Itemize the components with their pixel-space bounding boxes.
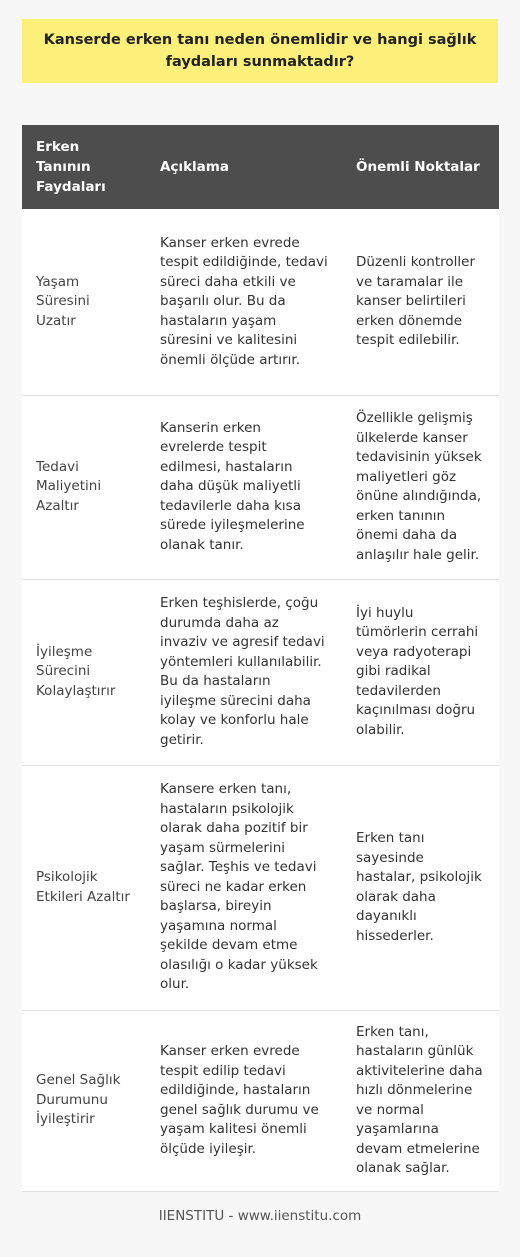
key-points-cell: Erken tanı sayesinde hastalar, psikolojik olarak daha dayanıklı hissederler. (342, 765, 499, 1010)
table-row (22, 765, 499, 1010)
key-points-cell: Düzenli kontroller ve taramalar ile kanser belirtileri erken dönemde tespit edilebilir. (342, 209, 499, 395)
description-cell: Kanser erken evrede tespit edilip tedavi edildiğinde, hastaların genel sağlık durumu ve yaşam kalitesi önemli ölçüde iyileşir. (146, 1010, 342, 1191)
description-cell: Kanser erken evrede tespit edildiğinde, tedavi süreci daha etkili ve başarılı olur. Bu da hastaların yaşam süresini ve kalitesini önemli ölçüde artırır. (146, 209, 342, 395)
benefit-cell: Tedavi Maliyetini Azaltır (22, 395, 146, 579)
benefit-cell: İyileşme Sürecini Kolaylaştırır (22, 579, 146, 765)
title-banner (22, 19, 498, 83)
benefit-cell: Yaşam Süresini Uzatır (22, 209, 146, 395)
benefits-table (22, 125, 499, 1192)
key-points-cell: Erken tanı, hastaların günlük aktivitelerine daha hızlı dönmelerine ve normal yaşamlarına devam etmelerine olanak sağlar. (342, 1010, 499, 1191)
description-cell: Erken teşhislerde, çoğu durumda daha az invaziv ve agresif tedavi yöntemleri kullanılabilir. Bu da hastaların iyileşme sürecini daha kolay ve konforlu hale getirir. (146, 579, 342, 765)
table-row (22, 209, 499, 395)
header-benefits: Erken Tanının Faydaları (22, 125, 146, 209)
description-cell: Kanserin erken evrelerde tespit edilmesi, hastaların daha düşük maliyetli tedavilerle daha kısa sürede iyileşmelerine olanak tanır. (146, 395, 342, 579)
table-row (22, 1010, 499, 1191)
footer-credit: IIENSTITU - www.iienstitu.com (158, 1208, 362, 1224)
header-description: Açıklama (146, 125, 342, 209)
benefit-cell: Genel Sağlık Durumunu İyileştirir (22, 1010, 146, 1191)
table-row (22, 395, 499, 579)
benefit-cell: Psikolojik Etkileri Azaltır (22, 765, 146, 1010)
page-title: Kanserde erken tanı neden önemlidir ve hangi sağlık faydaları sunmaktadır? (43, 32, 477, 70)
description-cell: Kansere erken tanı, hastaların psikolojik olarak daha pozitif bir yaşam sürmelerini sağlar. Teşhis ve tedavi süreci ne kadar erken başlarsa, bireyin yaşamına normal şekilde devam etme olasılığı o kadar yüksek olur. (146, 765, 342, 1010)
key-points-cell: İyi huylu tümörlerin cerrahi veya radyoterapi gibi radikal tedavilerden kaçınılması doğru olabilir. (342, 579, 499, 765)
key-points-cell: Özellikle gelişmiş ülkelerde kanser tedavisinin yüksek maliyetleri göz önüne alındığında, erken tanının önemi daha da anlaşılır hale gelir. (342, 395, 499, 579)
header-key-points: Önemli Noktalar (342, 125, 499, 209)
table-row (22, 579, 499, 765)
table-header-row (22, 125, 499, 209)
